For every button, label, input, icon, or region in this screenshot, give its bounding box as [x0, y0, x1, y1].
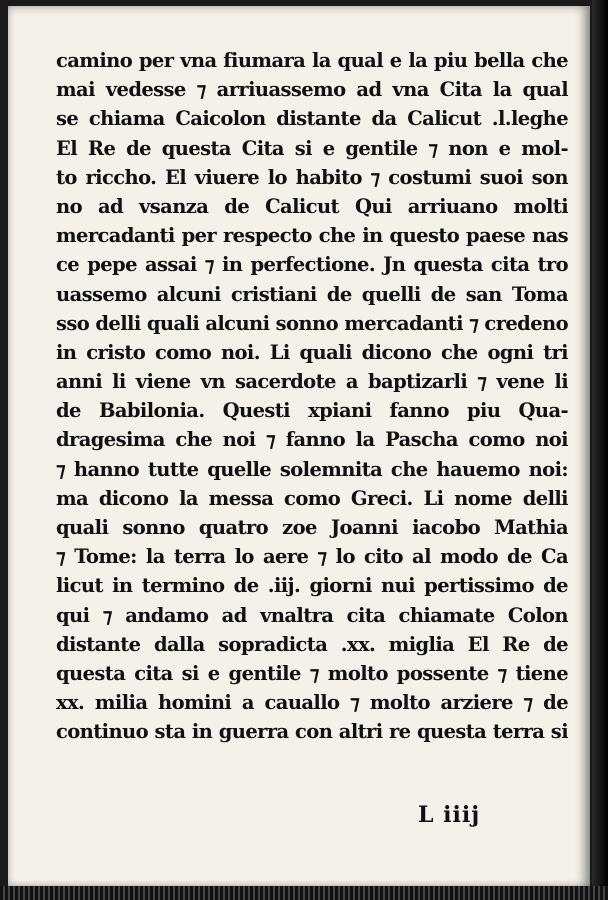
text-line: licut in termino de .iij. giorni nui pertissimo de: [56, 574, 568, 598]
text-line: camino per vna fiumara la qual e la piu bella che: [56, 49, 568, 72]
page-edge-bottom: [0, 886, 608, 900]
book-page: [8, 6, 590, 890]
page-edge-shadow: [592, 0, 608, 900]
text-line: questa cita si e gentile ⁊ molto possente ⁊ tiene: [56, 661, 568, 685]
text-line: in cristo como noi. Li quali dicono che ogni tri: [56, 340, 568, 364]
text-line: sso delli quali alcuni sonno mercadanti ⁊ credeno: [56, 311, 568, 335]
text-line: no ad vsanza de Calicut Qui arriuano molti: [56, 194, 568, 218]
folio-signature: L iiij: [418, 802, 481, 828]
text-line: ⁊ hanno tutte quelle solemnita che hauemo noi:: [56, 457, 568, 481]
text-line: quali sonno quatro zoe Joanni iacobo Mathia: [56, 516, 568, 539]
text-line: anni li viene vn sacerdote a baptizarli ⁊ vene li: [56, 370, 568, 394]
text-line: dragesima che noi ⁊ fanno la Pascha como noi: [56, 428, 568, 452]
text-line: ce pepe assai ⁊ in perfectione. Jn questa cita tro: [56, 253, 568, 277]
text-line: continuo sta in guerra con altri re questa terra si: [56, 720, 568, 744]
text-line: ma dicono la messa como Greci. Li nome delli: [56, 486, 568, 510]
text-line: distante dalla sopradicta .xx. miglia El Re de: [56, 632, 568, 656]
text-line: se chiama Caicolon distante da Calicut .l.leghe: [56, 107, 568, 131]
text-line: mai vedesse ⁊ arriuassemo ad vna Cita la qual: [56, 78, 568, 102]
text-line: xx. milia homini a cauallo ⁊ molto arziere ⁊ de: [56, 691, 568, 715]
text-line: mercadanti per respecto che in questo paese nas: [56, 224, 568, 248]
text-block: [56, 46, 568, 747]
text-line: de Babilonia. Questi xpiani fanno piu Qua-: [56, 399, 568, 423]
text-line: El Re de questa Cita si e gentile ⁊ non e mol-: [56, 136, 568, 160]
text-line: qui ⁊ andamo ad vnaltra cita chiamate Colon: [56, 603, 568, 627]
text-line: to riccho. El viuere lo habito ⁊ costumi suoi son: [56, 165, 568, 189]
text-line: ⁊ Tome: la terra lo aere ⁊ lo cito al modo de Ca: [56, 545, 568, 569]
text-line: uassemo alcuni cristiani de quelli de san Toma: [56, 282, 568, 306]
